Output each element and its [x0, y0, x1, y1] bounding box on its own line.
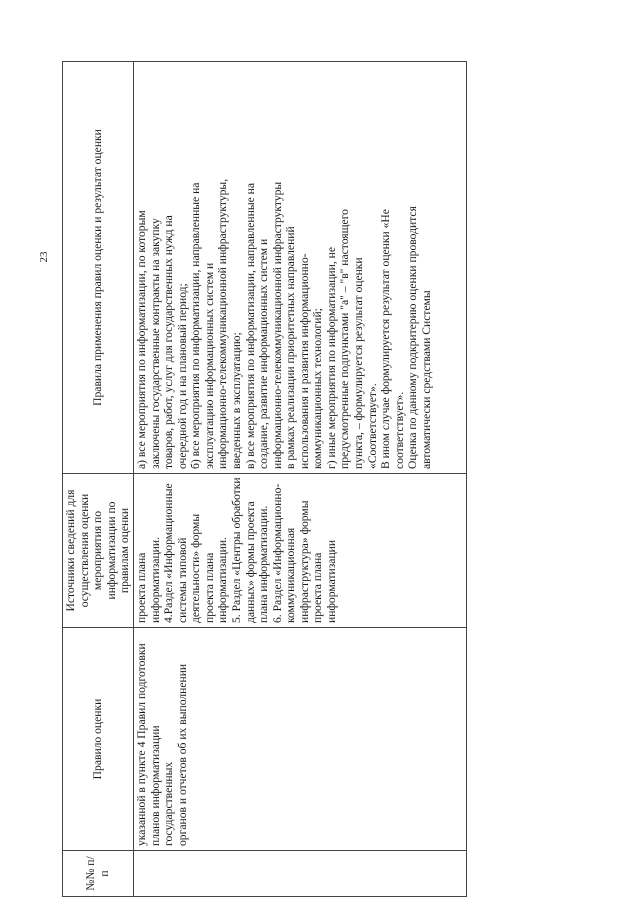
text-line: предусмотренные подпунктами "а" – "в" настоящего — [338, 209, 352, 469]
text-line: информационно-телекоммуникационной инфраструктуры — [270, 181, 284, 469]
table-header-row — [63, 62, 134, 897]
page-number: 23 — [38, 251, 50, 263]
text-line: органов и отчетов об их выполнении — [175, 663, 189, 846]
text-line: эксплуатацию информационных систем и — [202, 262, 216, 469]
text-line: информатизации — [324, 539, 338, 623]
text-line: а) все мероприятия по информатизации, по которым — [135, 210, 148, 469]
text-line: пункта, – формулируется результат оценки — [352, 257, 365, 469]
text-line: создание, развитие информационных систем и — [257, 238, 271, 469]
text-line: очередной год и на плановый период; — [175, 283, 189, 469]
text-line: проекта плана — [202, 552, 216, 623]
text-line: коммуникационных технологий; — [311, 308, 325, 469]
text-line: «Соответствует». — [365, 383, 379, 469]
cell-rule — [134, 628, 467, 851]
table-row — [134, 62, 467, 897]
text-line: информационно-телекоммуникационной инфраструктуры, — [216, 178, 230, 469]
text-line: товаров, работ, услуг для государственных нужд на — [162, 215, 176, 469]
text-line: 5. Раздел «Центры обработки — [229, 477, 243, 623]
cell-number — [134, 851, 467, 897]
text-line: соответствует». — [392, 391, 406, 469]
text-line: в) все мероприятия по информатизации, направленные на — [243, 182, 257, 469]
rules-table — [62, 61, 467, 897]
text-line: г) иные мероприятия по информатизации, не — [324, 247, 338, 469]
text-line: деятельности» формы — [189, 513, 203, 623]
text-line: заключены государственные контракты на закупку — [148, 218, 162, 469]
text-line: использования и развития информационно- — [297, 253, 311, 469]
text-line: коммуникационная — [284, 527, 298, 623]
header-number: №№ п/п — [63, 851, 134, 897]
evaluation-table — [62, 62, 467, 897]
text-line: государственных — [162, 761, 176, 846]
text-line: планов информатизации — [148, 725, 162, 846]
text-line: автоматически средствами Системы — [419, 290, 433, 469]
header-application: Правила применения правил оценки и результат оценки — [63, 62, 134, 474]
text-line: информатизации. — [148, 537, 162, 623]
text-line: плана информатизации. — [257, 505, 271, 623]
text-line: Оценка по данному подкритерию оценки проводится — [406, 206, 420, 469]
text-line: системы типовой — [175, 537, 189, 623]
text-line: введенных в эксплуатацию; — [229, 332, 243, 469]
text-line: в рамках реализации приоритетных направлений — [284, 226, 298, 469]
text-line: 6. Раздел «Информационно- — [270, 483, 284, 623]
text-line: указанной в пункте 4 Правил подготовки — [135, 643, 148, 846]
text-line: проекта плана — [311, 552, 325, 623]
text-line: информатизации. — [216, 537, 230, 623]
cell-application — [134, 62, 467, 474]
text-line: инфраструктура» формы — [297, 500, 311, 623]
text-line: 4.Раздел «Информационные — [162, 483, 176, 623]
text-line: проекта плана — [135, 552, 148, 623]
cell-sources — [134, 474, 467, 628]
text-line: данных» формы проекта — [243, 501, 257, 623]
header-sources: Источники сведений для осуществления оценки мероприятия по информатизации по правилам оценки — [63, 474, 134, 628]
text-line: В ином случае формулируется результат оценки «Не — [379, 209, 393, 469]
text-line: б) все мероприятия по информатизации, направленные на — [189, 182, 203, 469]
header-rule: Правило оценки — [63, 628, 134, 851]
